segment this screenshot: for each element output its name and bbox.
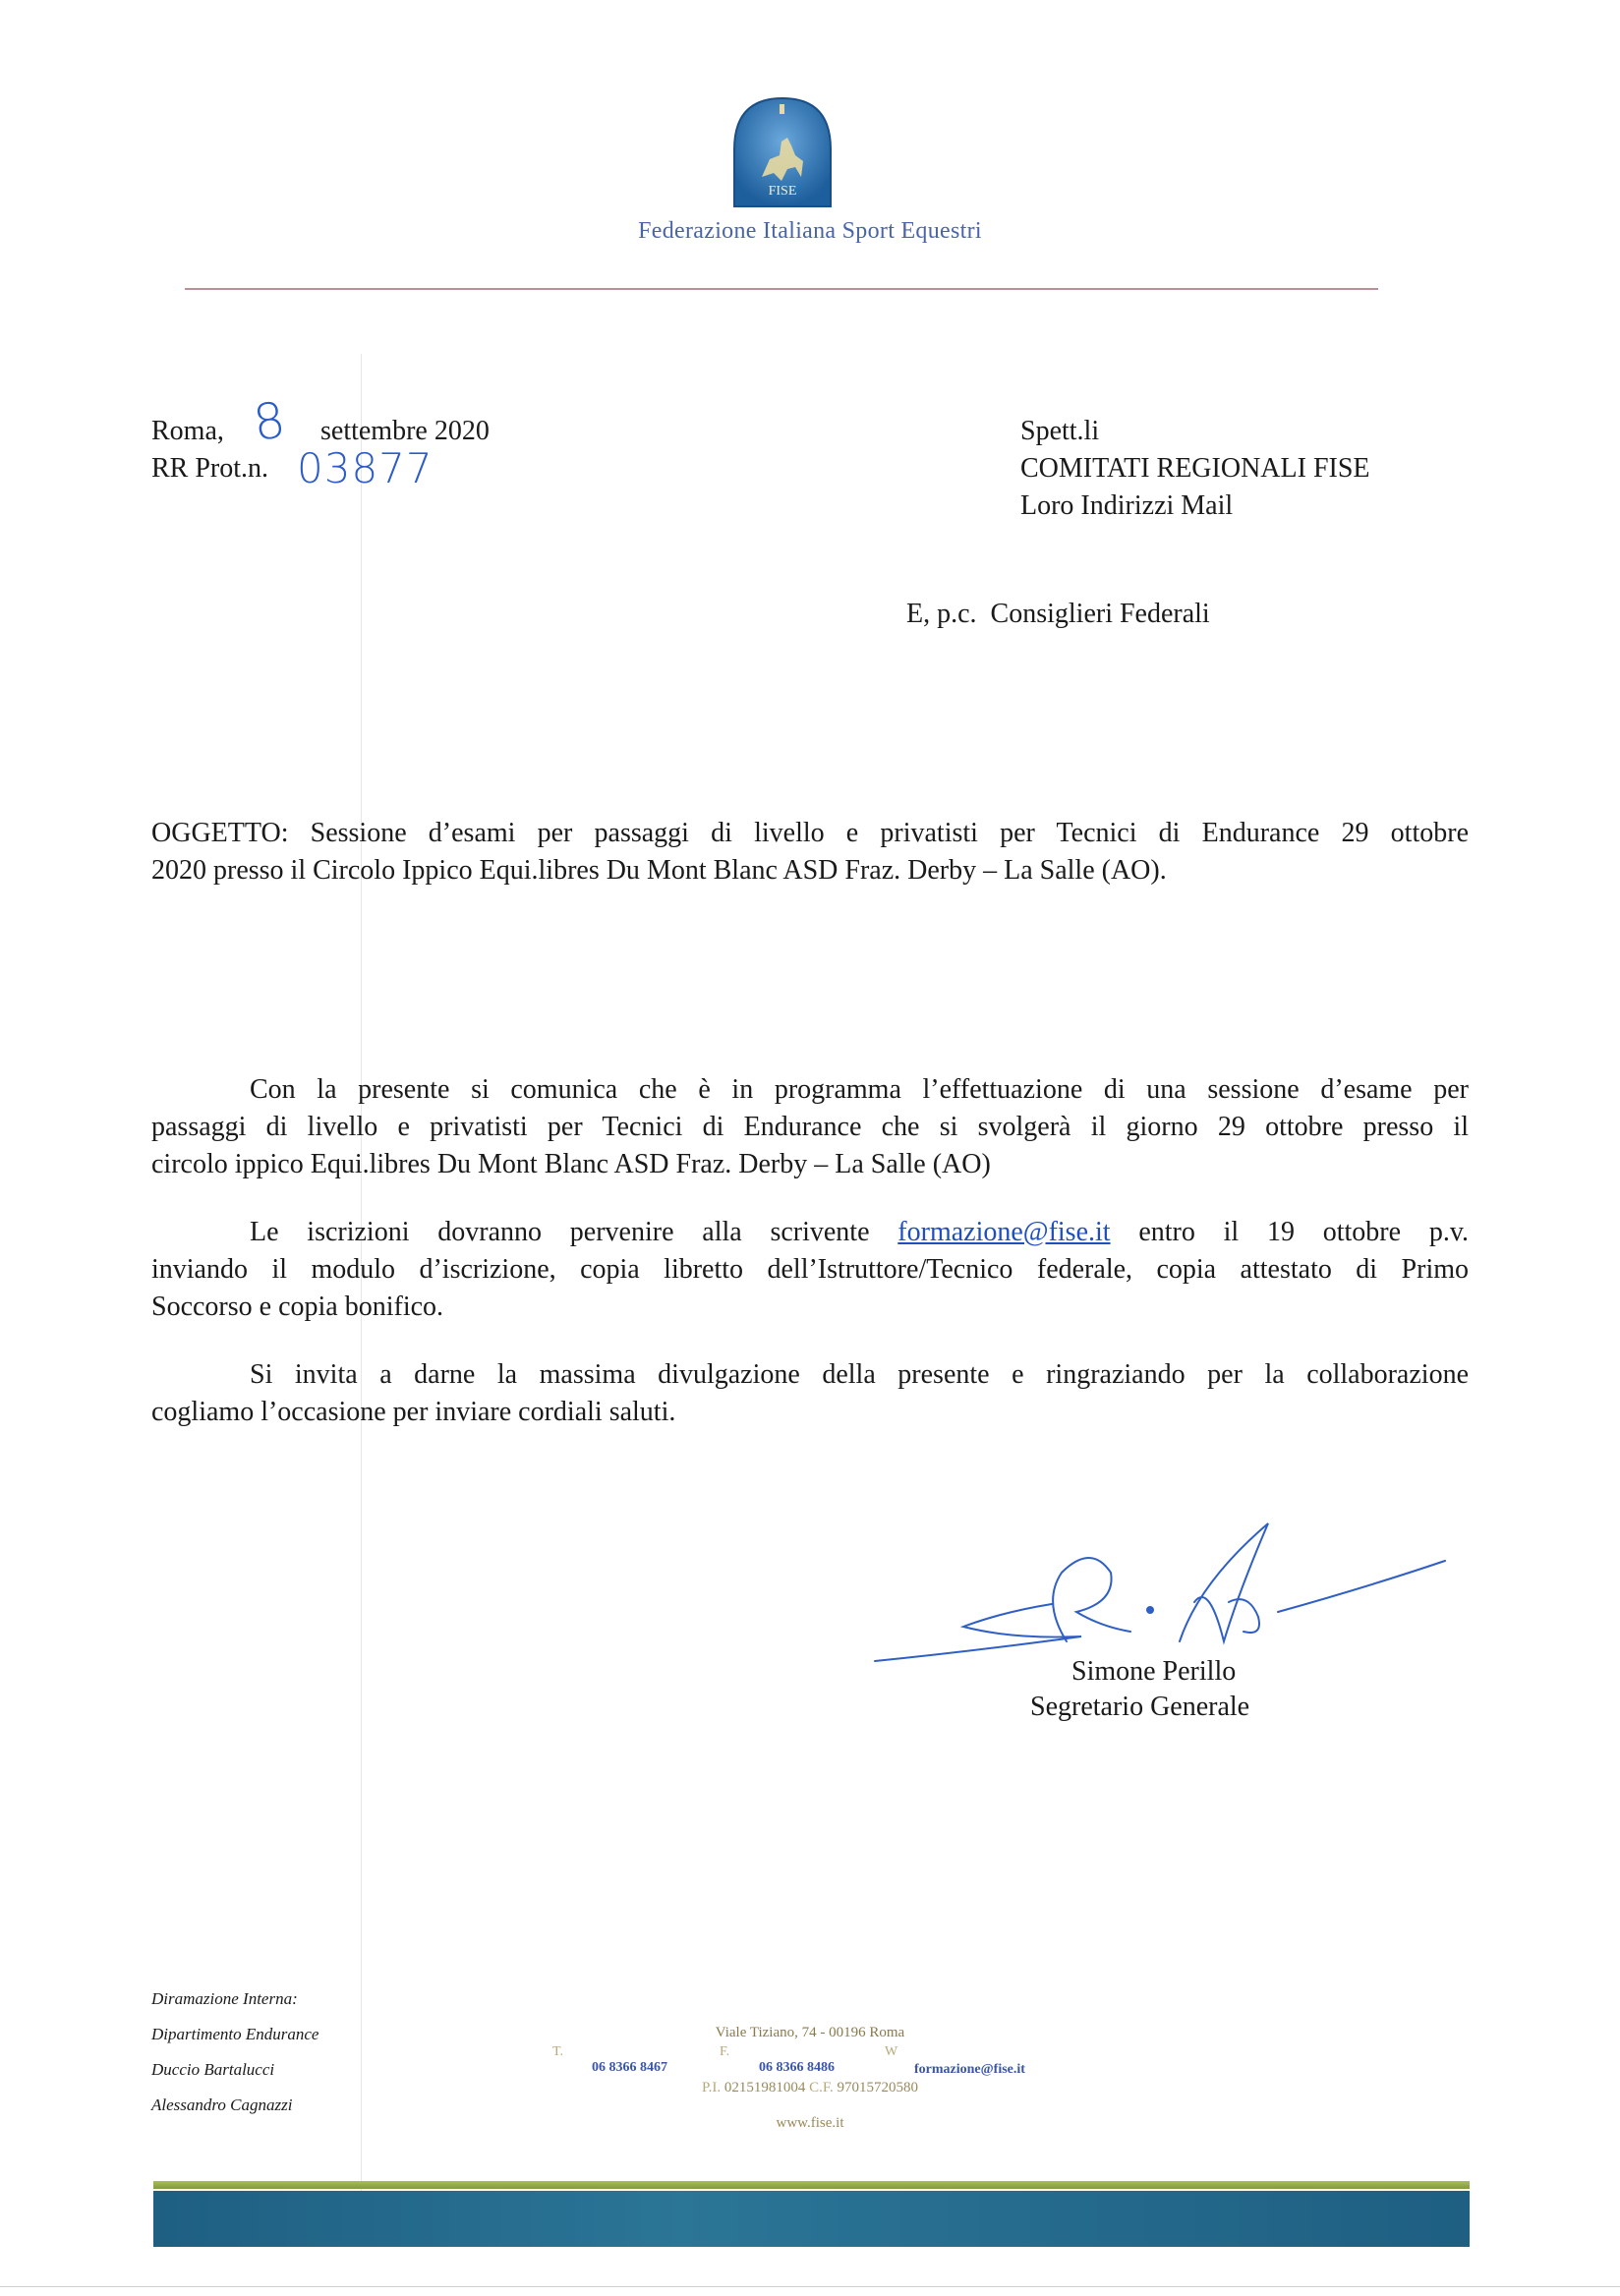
recipient-block [1020, 413, 1370, 525]
signer-name: Simone Perillo [1071, 1656, 1237, 1687]
cc-line: E, p.c. Consiglieri Federali [906, 599, 1210, 629]
distribution-item: Dipartimento Endurance [151, 2025, 319, 2043]
federation-name: Federazione Italiana Sport Equestri [638, 218, 982, 244]
footer-band-blue [153, 2191, 1470, 2247]
footer-address: Viale Tiziano, 74 - 00196 Roma [715, 2025, 905, 2040]
signer-role: Segretario Generale [1030, 1692, 1250, 1722]
web-label: W [885, 2044, 898, 2059]
body-paragraph-3 [151, 1356, 1469, 1431]
body-paragraph-1 [151, 1071, 1469, 1183]
header-divider [185, 288, 1378, 290]
paragraph-line: Soccorso e copia bonifico. [151, 1292, 444, 1322]
footer-contacts [0, 2044, 1620, 2084]
paragraph-line [151, 1214, 1469, 1251]
footer-band-green [153, 2181, 1470, 2189]
distribution-item: Duccio Bartalucci [151, 2060, 275, 2079]
paragraph-line: circolo ippico Equi.libres Du Mont Blanc ASD Fraz. Derby – La Salle (AO) [151, 1149, 991, 1179]
footer-tax-ids [0, 2080, 1620, 2096]
paragraph-line: passaggi di livello e privatisti per Tecnici di Endurance che si svolgerà il giorno 29 ottobre presso il [151, 1112, 1469, 1142]
paragraph-line: Si invita a darne la massima divulgazione della presente e ringraziando per la collaborazione [250, 1359, 1469, 1390]
letter-date: settembre 2020 [320, 416, 490, 446]
fiscal-code-label: C.F. [809, 2080, 834, 2095]
body-paragraph-2 [151, 1214, 1469, 1326]
logo-text: FISE [768, 184, 797, 199]
paragraph-text: entro il 19 ottobre p.v. [1138, 1217, 1470, 1247]
footer-email[interactable]: formazione@fise.it [914, 2062, 1025, 2077]
paragraph-line: cogliamo l’occasione per inviare cordiali saluti. [151, 1397, 676, 1427]
email-link[interactable]: formazione@fise.it [897, 1217, 1111, 1247]
protocol-label: RR Prot.n. [151, 453, 269, 484]
phone-number: 06 8366 8467 [592, 2060, 667, 2075]
recipient-line-1: Spett.li [1020, 416, 1100, 446]
fax-label: F. [720, 2044, 730, 2059]
distribution-title: Diramazione Interna: [151, 1989, 298, 2008]
fiscal-code: 97015720580 [837, 2080, 919, 2095]
distribution-item: Alessandro Cagnazzi [151, 2095, 293, 2114]
subject-line-1: OGGETTO: Sessione d’esami per passaggi di livello e privatisti per Tecnici di Endurance 29 ottobre [151, 818, 1469, 848]
paragraph-line: Con la presente si comunica che è in programma l’effettuazione di una sessione d’esame per [250, 1074, 1469, 1105]
fise-logo-icon [723, 90, 842, 210]
vat-number: 02151981004 [723, 2080, 806, 2095]
recipient-line-2: COMITATI REGIONALI FISE [1020, 453, 1370, 484]
page-bottom-edge [0, 2286, 1620, 2287]
recipient-line-3: Loro Indirizzi Mail [1020, 490, 1234, 521]
fax-number: 06 8366 8486 [759, 2060, 835, 2075]
paragraph-line: inviando il modulo d’iscrizione, copia libretto dell’Istruttore/Tecnico federale, copia attestato di Primo [151, 1254, 1469, 1285]
letter-place: Roma, [151, 416, 224, 446]
vat-label: P.I. [701, 2080, 722, 2095]
handwritten-protocol-number: 03877 [297, 444, 434, 492]
subject-line-2: 2020 presso il Circolo Ippico Equi.libres Du Mont Blanc ASD Fraz. Derby – La Salle (AO). [151, 855, 1167, 886]
paragraph-text: Le iscrizioni dovranno pervenire alla scrivente [250, 1217, 870, 1247]
footer-website[interactable]: www.fise.it [776, 2115, 844, 2131]
handwritten-day: 8 [250, 391, 289, 452]
phone-label: T. [552, 2044, 564, 2059]
